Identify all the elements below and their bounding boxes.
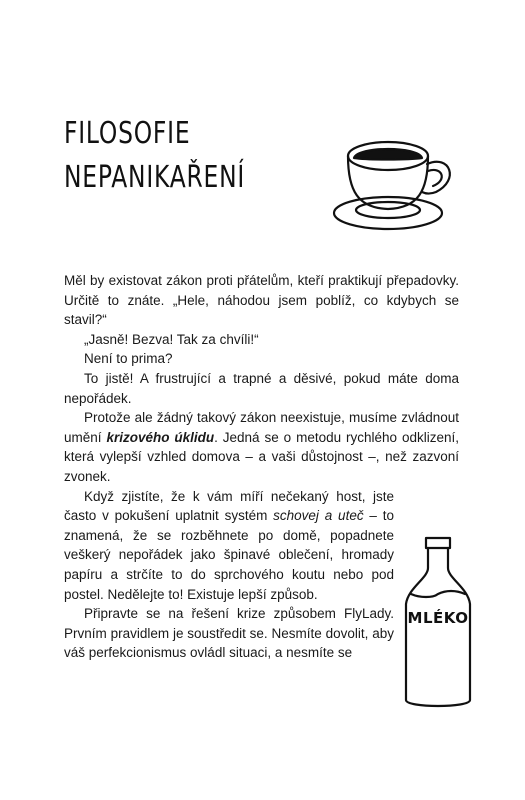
chapter-title-line-1: FILOSOFIE: [64, 116, 191, 151]
paragraph-6: [64, 487, 394, 605]
paragraph-5: [64, 408, 459, 486]
paragraph-6-text-a: Když zjistíte, že k vám míří nečekaný host, jste často v pokušení uplatnit systém: [64, 488, 394, 524]
emphasis-krizoveho-uklidu: krizového úklidu: [106, 429, 215, 445]
chapter-title: [64, 112, 245, 200]
paragraph-3: Není to prima?: [84, 351, 173, 367]
bottle-label: MLÉKO: [407, 609, 469, 627]
paragraph-6-text-b: – to znamená, že se rozběhnete po domě, popadnete veškerý nepořádek jako špinavé oblečení, hromady papíru a strčíte to do sprchového koutu nebo pod postel. Nedělejte to! Existuje lepší způsob.: [64, 508, 394, 602]
paragraph-4: To jistě! A frustrující a trapné a děsivé, pokud máte doma nepořádek.: [64, 370, 459, 406]
paragraph-5-text-a: Protože ale žádný takový zákon neexistuje, musíme zvládnout umění: [64, 410, 459, 445]
emphasis-schovej-a-utec: schovej a uteč: [273, 508, 364, 524]
paragraph-1: Měl by existovat zákon proti přátelům, kteří praktikují přepadovky. Určitě to znáte. „Hele, náhodou jsem poblíž, co kdybych se stavil?“: [64, 273, 459, 328]
paragraph-7: Připravte se na řešení krize způsobem FlyLady. Prvním pravidlem je soustředit se. Nesmíte dovolit, aby váš perfekcionismus ovládl situaci, a nesmíte se: [64, 606, 394, 661]
chapter-title-line-2: NEPANIKAŘENÍ: [64, 160, 246, 195]
paragraph-5-text-b: . Jedná se o metodu rychlého odklizení, která vylepší vzhled domova – a vaši důstojnost –, než zazvoní zvonek.: [64, 429, 459, 484]
coffee-cup-icon: [328, 136, 468, 236]
paragraph-2: „Jasně! Bezva! Tak za chvíli!“: [84, 331, 259, 347]
milk-bottle-icon: [398, 530, 478, 712]
